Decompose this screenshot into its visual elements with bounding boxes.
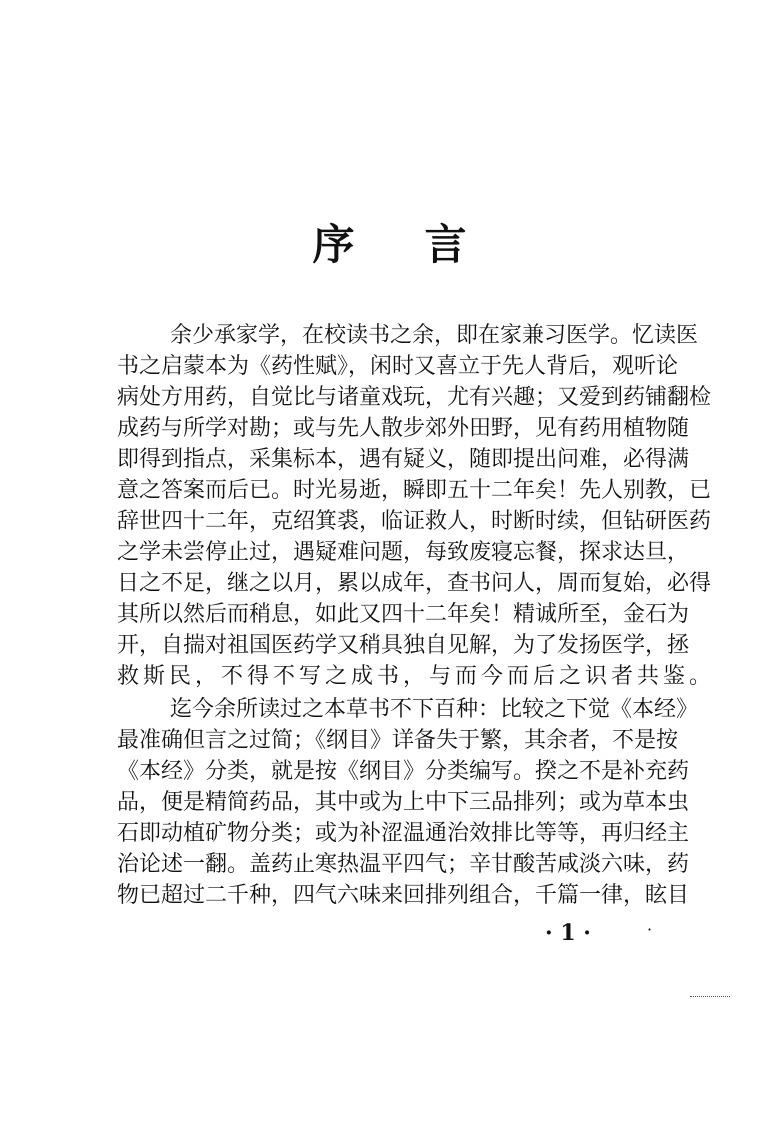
text-line: 开，自揣对祖国医药学又稍具独自见解，为了发扬医学，拯 [117,633,690,658]
text-line: 品，便是精简药品，其中或为上中下三品排列；或为草本虫 [117,790,690,815]
title-char: 言 [424,220,467,269]
text-line: 即得到指点，采集标本，遇有疑义，随即提出问难，必得满 [117,447,690,472]
document-body [117,320,716,911]
title-char: 序 [312,220,355,269]
text-line: 《本经》分类，就是按《纲目》分类编写。揆之不是补充药 [117,759,690,784]
text-line: 日之不足，继之以月，累以成年，查书问人，周而复始，必得 [117,571,712,596]
text-line: 迄今余所读过之本草书不下百种：比较之下觉《本经》 [170,697,699,722]
text-line: 救斯民，不得不写之成书，与而今而后之识者共鉴。 [117,664,716,689]
text-line: 物已超过二千种，四气六味来回排列组合，千篇一律，眩目 [117,883,690,908]
page-title [0,212,779,272]
text-line: 余少承家学，在校读书之余，即在家兼习医学。忆读医 [170,323,699,348]
text-line: 之学未尝停止过，遇疑难问题，每致废寝忘餐，探求达旦， [117,540,690,565]
text-line: 成药与所学对勘；或与先人散步郊外田野，见有药用植物随 [117,416,690,441]
text-line: 石即动植矿物分类；或为补涩温通治效排比等等，再归经主 [117,821,690,846]
text-line: 治论述一翻。盖药止寒热温平四气；辛甘酸苦咸淡六味，药 [117,852,690,877]
scan-dot: · [647,920,653,939]
text-line: 病处方用药，自觉比与诸童戏玩，尤有兴趣；又爱到药铺翻检 [117,385,712,410]
text-line: 辞世四十二年，克绍箕裘，临证救人，时断时续，但钻研医药 [117,509,712,534]
text-line: 书之启蒙本为《药性赋》，闲时又喜立于先人背后，观听论 [117,354,679,379]
text-line: 其所以然后而稍息，如此又四十二年矣！精诚所至，金石为 [117,602,690,627]
scan-mark [690,996,730,1000]
paragraph [117,320,716,692]
page-number: · 1 · [545,920,591,946]
paragraph [117,694,699,911]
text-line: 意之答案而后已。时光易逝，瞬即五十二年矣！先人别教，已 [117,478,712,503]
text-line: 最准确但言之过简；《纲目》详备失于繁，其余者，不是按 [117,728,679,753]
